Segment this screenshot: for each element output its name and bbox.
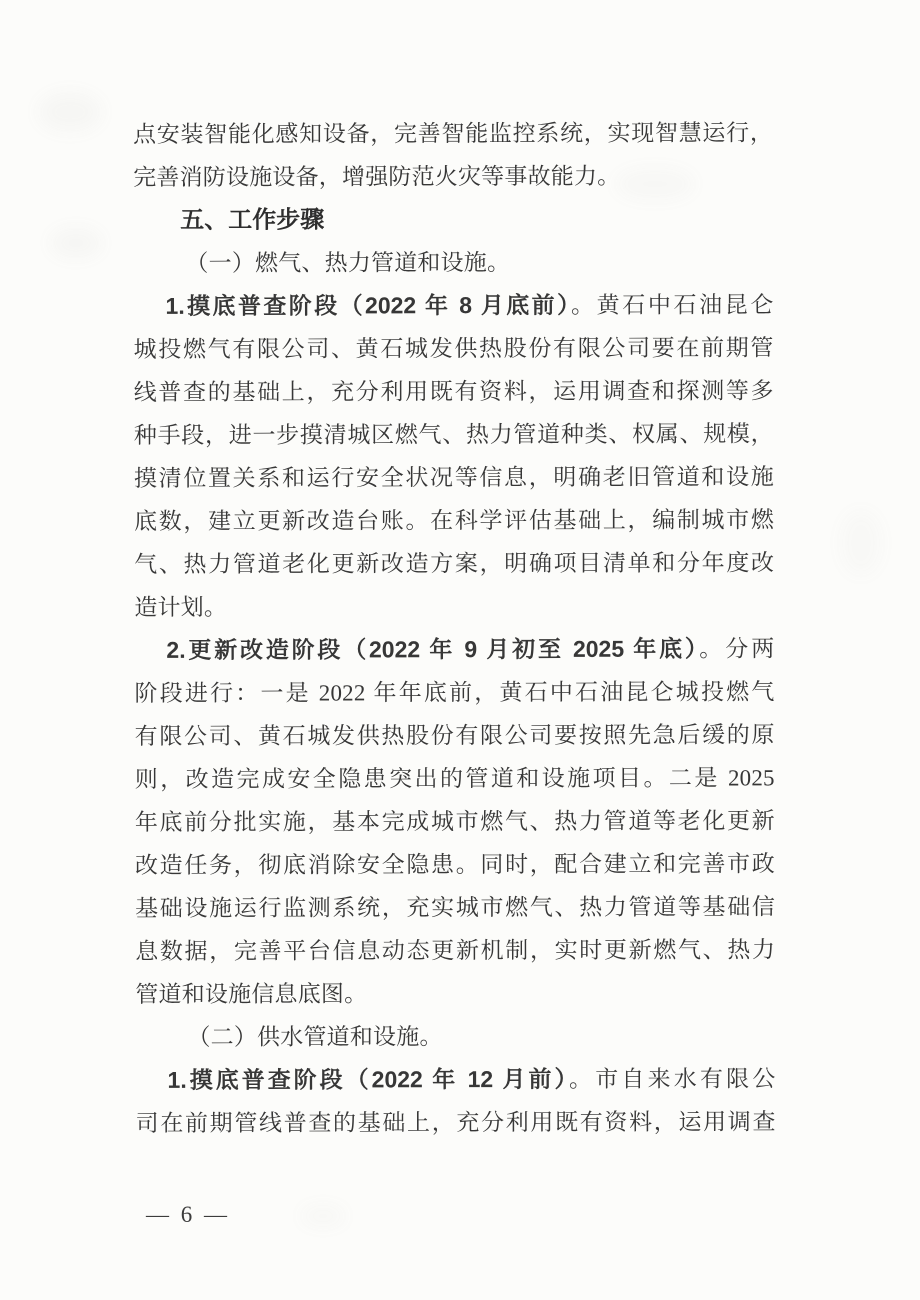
text-line — [135, 885, 775, 930]
text-segment: 气、热力管道老化更新改造方案，明确项目清单和分年度改 — [134, 550, 775, 577]
text-segment: 司在前期管线普查的基础上，充分利用既有资料，运用调查 — [135, 1109, 776, 1136]
text-segment: （一）燃气、热力管道和设施。 — [185, 250, 511, 276]
text-segment: 阶段进行：一是 2022 年年底前，黄石中石油昆仑城投燃气 — [134, 679, 775, 706]
text-segment: 摸清位置关系和运行安全状况等信息，明确老旧管道和设施 — [133, 464, 774, 491]
text-segment: 年底前分批实施，基本完成城市燃气、热力管道等老化更新 — [134, 808, 775, 835]
text-segment: 完善消防设施设备，增强防范火灾等事故能力。 — [133, 163, 621, 190]
text-segment: 息数据，完善平台信息动态更新机制，实时更新燃气、热力 — [135, 937, 776, 964]
text-segment: 城投燃气有限公司、黄石城发供热股份有限公司要在前期管 — [133, 335, 774, 362]
text-segment: 有限公司、黄石城发供热股份有限公司要按照先急后缓的原 — [134, 722, 775, 749]
scan-smudge — [300, 1205, 346, 1227]
text-line — [134, 369, 774, 414]
document-body — [133, 111, 776, 1145]
scan-smudge — [840, 510, 882, 576]
text-segment: 。分两 — [699, 636, 775, 662]
scan-smudge — [38, 92, 102, 132]
bold-text-segment: 1.摸底普查阶段（2022 年 12 月前） — [167, 1065, 570, 1093]
text-line — [135, 971, 775, 1016]
text-line — [134, 326, 774, 371]
text-segment: 点安装智能化感知设备，完善智能监控系统，实现智慧运行， — [133, 120, 774, 147]
text-line — [135, 842, 775, 887]
text-segment: 造计划。 — [134, 594, 228, 620]
text-line — [133, 283, 773, 328]
text-line — [135, 1057, 775, 1102]
text-line — [134, 627, 774, 672]
text-segment: 则，改造完成安全隐患突出的管道和设施项目。二是 2025 — [134, 765, 775, 792]
text-line — [136, 1100, 776, 1145]
page-number: — 6 — — [146, 1202, 230, 1227]
bold-text-segment: 2.更新改造阶段（2022 年 9 月初至 2025 年底） — [166, 635, 700, 663]
text-line — [134, 498, 774, 543]
text-line — [134, 670, 774, 715]
text-line — [135, 1014, 775, 1059]
scan-smudge — [50, 228, 102, 258]
text-segment: 线普查的基础上，充分利用既有资料，运用调查和探测等多 — [133, 378, 774, 405]
text-segment: 改造任务，彻底消除安全隐患。同时，配合建立和完善市政 — [134, 851, 776, 878]
text-line — [133, 154, 773, 199]
text-segment: 管道和设施信息底图。 — [135, 981, 368, 1007]
text-line — [135, 713, 775, 758]
text-line — [135, 928, 775, 973]
section-heading — [133, 197, 773, 242]
text-line — [134, 455, 774, 500]
text-line — [135, 799, 775, 844]
text-line — [135, 756, 775, 801]
bold-text-segment: 五、工作步骤 — [180, 206, 325, 234]
text-segment: 底数，建立更新改造台账。在科学评估基础上，编制城市燃 — [134, 507, 775, 534]
text-line — [133, 240, 773, 285]
text-segment: （二）供水管道和设施。 — [187, 1024, 443, 1050]
text-line — [134, 584, 774, 629]
text-segment: 。市自来水有限公 — [568, 1066, 776, 1092]
text-segment: 种手段，进一步摸清城区燃气、热力管道种类、权属、规模， — [133, 421, 774, 448]
text-line — [134, 412, 774, 457]
text-segment: 基础设施运行监测系统，充实城市燃气、热力管道等基础信 — [135, 894, 776, 921]
text-segment: 。黄石中石油昆仑 — [570, 292, 774, 318]
text-line — [134, 541, 774, 586]
bold-text-segment: 1.摸底普查阶段（2022 年 8 月底前） — [165, 291, 572, 319]
text-line — [133, 111, 773, 156]
